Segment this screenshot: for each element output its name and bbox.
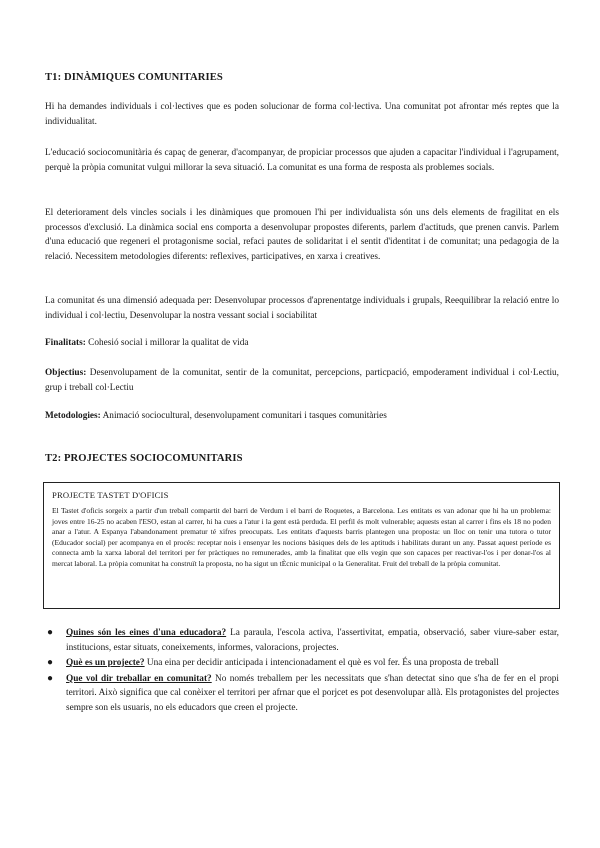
answer-text: Una eina per decidir anticipada i intencionadament el què es vol fer. És una proposta de treball [144, 658, 499, 668]
finalitats-text: Cohesió social i millorar la qualitat de vida [85, 338, 249, 348]
section-1-title: T1: DINÀMIQUES COMUNITARIES [45, 72, 223, 83]
paragraph-community-dimension: La comunitat és una dimensió adequada per: Desenvolupar processos d'aprenentatge individuals i grupals, Reequilibrar la relació entre lo individual i col·lectiu, Desenvolupar la nostra vessant social i sociabilitat [45, 296, 559, 321]
project-box [43, 482, 560, 609]
section-2-title: T2: PROJECTES SOCIOCOMUNITARIS [45, 453, 243, 464]
project-box-title: PROJECTE TASTET D'OFICIS [52, 490, 169, 500]
questions-list [45, 626, 559, 716]
question-text: Quines són les eines d'una educadora? [66, 628, 227, 638]
answer-text: La paraula, l'escola activa, l'assertivitat, empatia, observació, saber viure-saber estar, institucions, estar situats, coneixements, informes, valoracions, projectes. [66, 628, 559, 653]
finalitats-label: Finalitats: [45, 338, 86, 348]
answer-text: No només treballem per les necessitats que s'han detectat sino que s'ha de fer en el propi territori. Això significa que cal conèixer el territori per afrnar que el porjcet es pot desenvolupar allà. Els protagonistes del projectes sempre son els usuaris, no els educadors que creen el projecte. [66, 673, 559, 713]
list-item [45, 656, 559, 671]
bullet-icon: ● [47, 672, 54, 684]
objectius-label: Objectius: [45, 368, 87, 378]
objectius-line [45, 366, 559, 395]
list-item [45, 672, 559, 716]
finalitats-line [45, 336, 559, 351]
metodologies-line [45, 409, 559, 424]
metodologies-text: Animació sociocultural, desenvolupament comunitari i tasques comunitàries [100, 411, 387, 421]
bullet-icon: ● [47, 627, 54, 638]
question-text: Que vol dir treballar en comunitat? [66, 673, 212, 684]
question-text: Què es un projecte? [66, 658, 145, 668]
list-item [45, 626, 559, 655]
objectius-text: Desenvolupament de la comunitat, sentir de la comunitat, percepcions, particpació, empoderament individual i col·Lectiu, grup i treball col·Lectiu [45, 368, 559, 393]
bullet-icon: ● [47, 657, 54, 668]
project-box-text: El Tastet d'oficis sorgeix a partir d'un treball compartit del barri de Verdum i el barri de Roquetes, a Barcelona. Les entitats es van adonar que hi ha un problema: joves entre 16-25 no acaben l'ESO, estan al carrer, hi ha cues a l'atur i la gent està perduda. El perfil és molt vulnerable; aquests estan al carrer i fins els 18 no poden anar a l'atur. A Espanya l'abandonament prematur té xifres preocupats. Les entitats d'aquests barris plantegen una proposta: un lloc on tenir una tutora o tutor (Educador social) per acompanya en el procés: receptar nois i ensenyar les nocions bàsiques dels de les aptituds i habilitats durant un any. Passat aquest període es connecta amb la xarxa laboral del territori per fer pràctiques no remunerades, amb la finalitat que ells vegin que son capaces per reactivar-l'os i per donar-l'os al mercat laboral. La pròpia comunitat ha construït la proposta, no ha sigut un tÈcnic municipal o la Generalitat. Fruit del treball de la pròpia comunitat. [52, 506, 551, 568]
metodologies-label: Metodologies: [45, 411, 101, 421]
paragraph-social-ties: El deteriorament dels vincles socials i les dinàmiques que promouen l'hi per individualista són uns dels elements de fragilitat en els processos d'exclusió. La dinàmica social ens comporta a desenvolupar propostes diferents, parlem d'actituds, que prenen canvis. Parlem d'una educació que regeneri el protagonisme social, refaci pautes de solidaritat i el sentit d'identitat i de comunitat; una pedagogia de la relació. Necessitem metodologies diferents: reflexives, participatives, en xarxa i creatives. [45, 208, 559, 262]
paragraph-sociocommunity-education: L'educació sociocomunitària és capaç de generar, d'acompanyar, de propiciar processos que ajuden a capacitar l'individual i l'agrupament, perquè la pròpia comunitat vulgui millorar la seva situació. La comunitat es una forma de resposta als problemes socials. [45, 148, 559, 173]
paragraph-intro: Hi ha demandes individuals i col·lectives que es poden solucionar de forma col·lectiva. Una comunitat pot afrontar més reptes que la individualitat. [45, 102, 559, 127]
